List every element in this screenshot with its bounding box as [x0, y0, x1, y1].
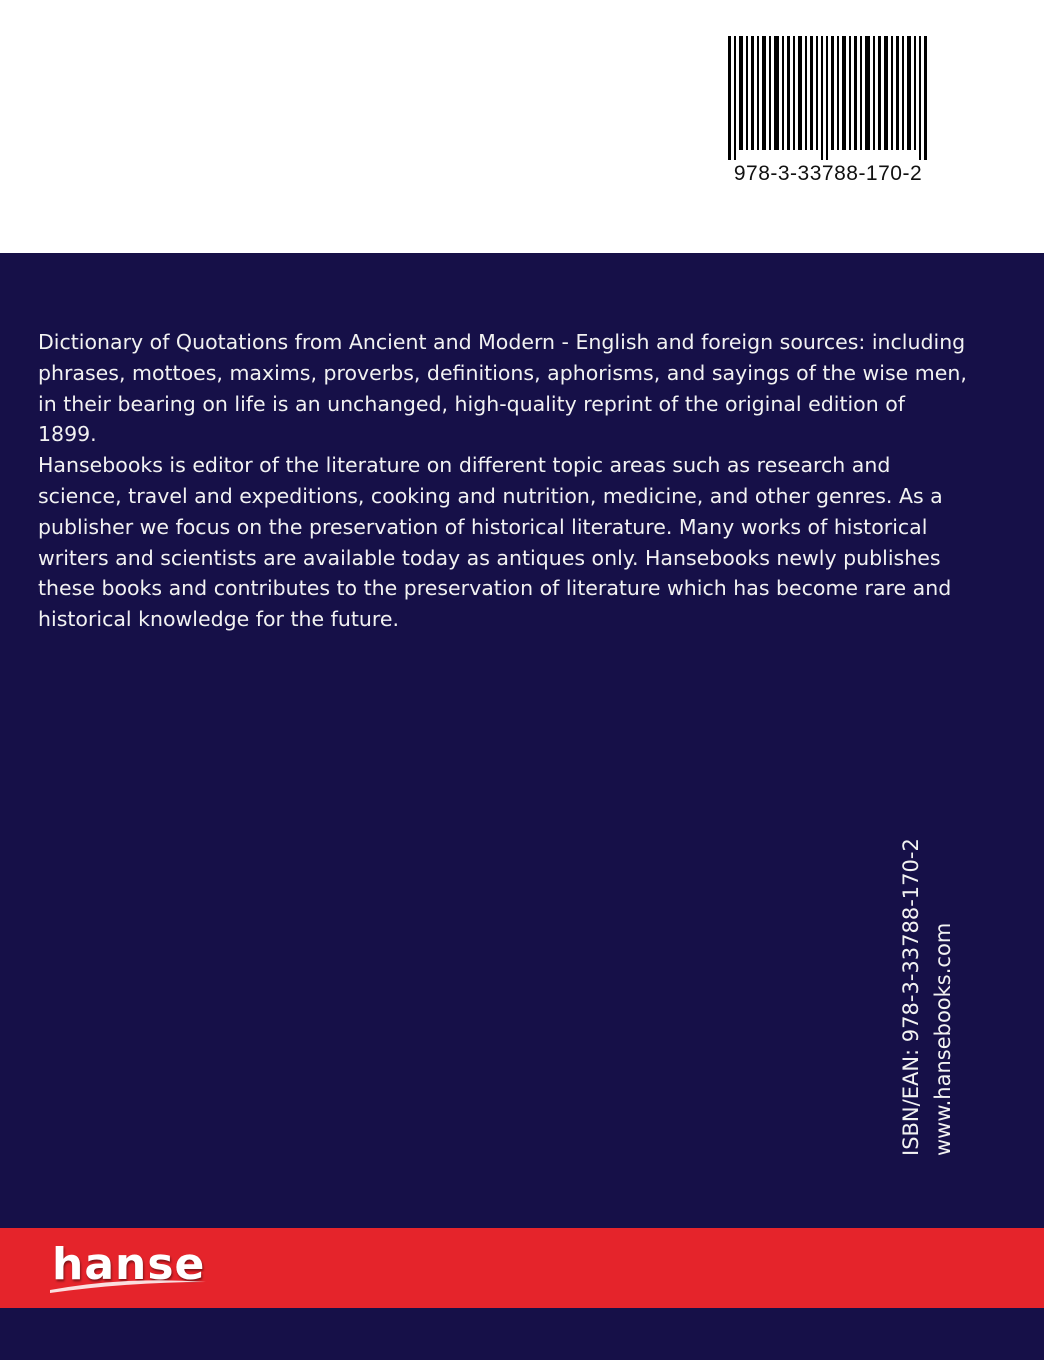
isbn-text: ISBN/EAN: 978-3-33788-170-2 — [899, 838, 923, 1156]
logo-wordmark: hanse — [52, 1239, 206, 1290]
description-paragraph-2: Hansebooks is editor of the literature on different topic areas such as research and science, travel and expeditions, cooking and nutrition, medicine, and other genres. As a publisher we focus on the preservation of historical literature. Many works of historical writers and scientists are available today as antiques only. Hansebooks newly publishes these books and contributes to the preservation of literature which has become rare and historical knowledge for the future. — [38, 453, 952, 632]
logo-swoosh-icon — [48, 1274, 208, 1294]
description-paragraph-1: Dictionary of Quotations from Ancient and Modern - English and foreign sources: including phrases, mottoes, maxims, proverbs, definitions, aphorisms, and sayings of the wise men, in their bearing on life is an unchanged, high-quality reprint of the original edition of 1899. — [38, 330, 967, 447]
hanse-logo — [52, 1240, 205, 1290]
top-white-area — [0, 0, 1044, 253]
description-text — [38, 327, 968, 635]
website-text: www.hansebooks.com — [931, 922, 955, 1156]
barcode-bars — [728, 36, 928, 160]
publisher-band — [0, 1228, 1044, 1308]
barcode-number: 978-3-33788-170-2 — [733, 162, 923, 185]
spine-info — [895, 826, 955, 1156]
barcode — [720, 30, 936, 190]
main-panel — [0, 253, 1044, 1360]
